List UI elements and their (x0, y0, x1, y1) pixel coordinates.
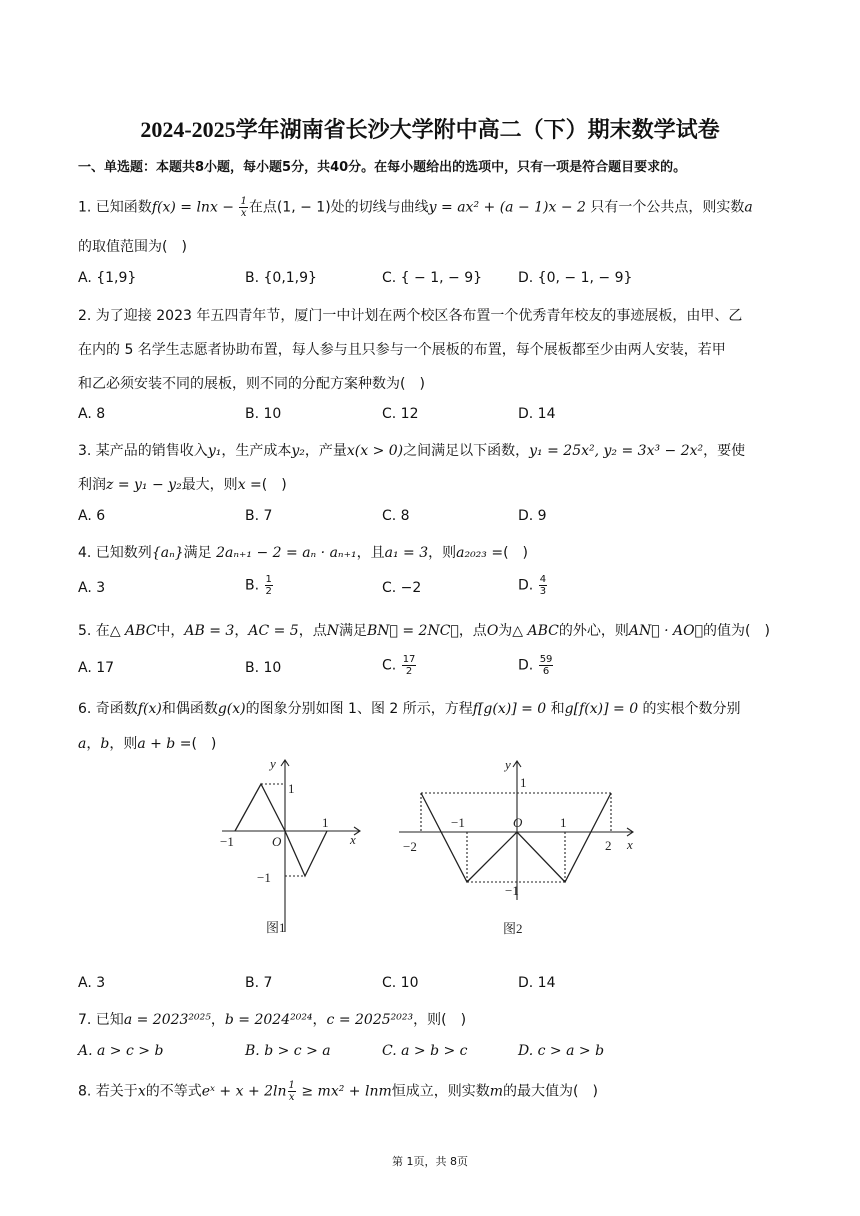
page-title: 2024-2025学年湖南省长沙大学附中高二（下）期末数学试卷 (140, 117, 720, 142)
q7-option-a[interactable]: A. a > c > b (78, 1043, 164, 1059)
question-2-line-3: 和乙必须安装不同的展板，则不同的分配方案种数为( ) (78, 376, 425, 392)
q6-option-a[interactable]: A. 3 (78, 975, 106, 991)
question-2-line-1: 2. 为了迎接 2023 年五四青年节，厦门一中计划在两个校区各布置一个优秀青年校友的事迹展板，由甲、乙 (78, 308, 743, 324)
q7-option-d[interactable]: D. c > a > b (518, 1043, 605, 1059)
question-5-line-1: 5. 在△ ABC中，AB = 3，AC = 5，点N满足BN⃗ = 2NC⃗，点O为△ ABC的外心，则AN⃗ · AO⃗的值为( ) (78, 623, 770, 639)
question-6-line-2: a，b，则a + b =( ) (78, 736, 217, 752)
q2-option-a[interactable]: A. 8 (78, 406, 106, 422)
question-1-line-1: 1. 已知函数f(x) = lnx − $\frac{1}{x}$ 在点(1, − 1)处的切线与曲线y = ax² + (a − 1)x − 2 只有一个公共点，则实数a (78, 196, 753, 219)
figure-2-graph (393, 755, 643, 945)
svg-text:y: y (505, 757, 511, 772)
svg-text:O: O (272, 834, 282, 849)
q2-option-d[interactable]: D. 14 (518, 406, 556, 422)
question-3-line-1: 3. 某产品的销售收入y₁，生产成本y₂，产量x(x > 0)之间满足以下函数，y₁ = 25x², y₂ = 3x³ − 2x²，要使 (78, 443, 746, 459)
svg-text:y: y (270, 756, 276, 771)
g-graph (421, 793, 611, 882)
q3-option-c[interactable]: C. 8 (382, 508, 410, 524)
question-2-line-2: 在内的 5 名学生志愿者协助布置，每人参与且只参与一个展板的布置，每个展板都至少由两人安装，若甲 (78, 342, 726, 358)
q5-option-c[interactable]: C. $\frac{17}{2}$ (382, 654, 416, 677)
q7-option-c[interactable]: C. a > b > c (382, 1043, 468, 1059)
svg-text:2: 2 (605, 838, 612, 853)
q4-option-b[interactable]: B. $\frac{1}{2}$ (245, 574, 272, 597)
fraction: $\frac{17}{2}$ (402, 654, 416, 677)
svg-text:−1: −1 (505, 883, 519, 898)
q3-option-b[interactable]: B. 7 (245, 508, 273, 524)
fraction: $\frac{1}{2}$ (265, 574, 272, 597)
svg-text:1: 1 (560, 815, 567, 830)
q5-option-a[interactable]: A. 17 (78, 660, 115, 676)
fraction: $\frac{4}{3}$ (539, 574, 547, 597)
svg-text:−1: −1 (257, 870, 271, 885)
q6-option-d[interactable]: D. 14 (518, 975, 556, 991)
q1-option-c[interactable]: C. { − 1, − 9} (382, 270, 483, 286)
q6-option-c[interactable]: C. 10 (382, 975, 419, 991)
q3-option-d[interactable]: D. 9 (518, 508, 547, 524)
q6-option-b[interactable]: B. 7 (245, 975, 273, 991)
q4-option-a[interactable]: A. 3 (78, 580, 106, 596)
section-heading: 一、单选题：本题共8小题，每小题5分，共40分。在每小题给出的选项中，只有一项是符合题目要求的。 (78, 160, 687, 175)
q5-option-b[interactable]: B. 10 (245, 660, 282, 676)
question-3-line-2: 利润z = y₁ − y₂最大，则x =( ) (78, 477, 287, 493)
svg-text:O: O (513, 815, 523, 830)
question-4-line-1: 4. 已知数列{aₙ}满足 2aₙ₊₁ − 2 = aₙ · aₙ₊₁，且a₁ = 3，则a₂₀₂₃ =( ) (78, 545, 529, 561)
question-8-line-1: 8. 若关于x的不等式eˣ + x + 2ln $\frac{1}{x}$ ≥ mx² + lnm恒成立，则实数m的最大值为( ) (78, 1080, 598, 1103)
fraction: $\frac{1}{x}$ (288, 1080, 295, 1103)
svg-text:−1: −1 (220, 834, 234, 849)
q3-option-a[interactable]: A. 6 (78, 508, 106, 524)
figure-1-graph (210, 752, 370, 944)
question-7-line-1: 7. 已知a = 2023²⁰²⁵，b = 2024²⁰²⁴，c = 2025²⁰²³，则( ) (78, 1012, 467, 1028)
question-1-line-2: 的取值范围为( ) (78, 239, 187, 255)
q1-option-d[interactable]: D. {0, − 1, − 9} (518, 270, 633, 286)
q1-option-a[interactable]: A. {1,9} (78, 270, 137, 286)
fraction: $\frac{1}{x}$ (240, 196, 247, 219)
q2-option-b[interactable]: B. 10 (245, 406, 282, 422)
svg-text:1: 1 (322, 815, 329, 830)
q1-option-b[interactable]: B. {0,1,9} (245, 270, 317, 286)
svg-text:x: x (350, 832, 356, 847)
question-6-line-1: 6. 奇函数f(x)和偶函数g(x)的图象分别如图 1、图 2 所示，方程f[g(x)] = 0 和g[f(x)] = 0 的实根个数分别 (78, 701, 741, 717)
svg-text:x: x (627, 837, 633, 852)
q5-option-d[interactable]: D. $\frac{59}{6}$ (518, 654, 553, 677)
q4-option-d[interactable]: D. $\frac{4}{3}$ (518, 574, 547, 597)
svg-text:−2: −2 (403, 839, 417, 854)
page-footer: 第 1页，共 8页 (392, 1155, 468, 1168)
svg-text:1: 1 (520, 775, 527, 790)
f-graph (235, 784, 327, 876)
svg-text:−1: −1 (451, 815, 465, 830)
svg-text:1: 1 (288, 781, 295, 796)
fraction: $\frac{59}{6}$ (539, 654, 553, 677)
svg-text:图1: 图1 (266, 920, 286, 935)
q2-option-c[interactable]: C. 12 (382, 406, 419, 422)
q4-option-c[interactable]: C. −2 (382, 580, 422, 596)
q7-option-b[interactable]: B. b > c > a (245, 1043, 331, 1059)
svg-text:图2: 图2 (503, 921, 523, 936)
